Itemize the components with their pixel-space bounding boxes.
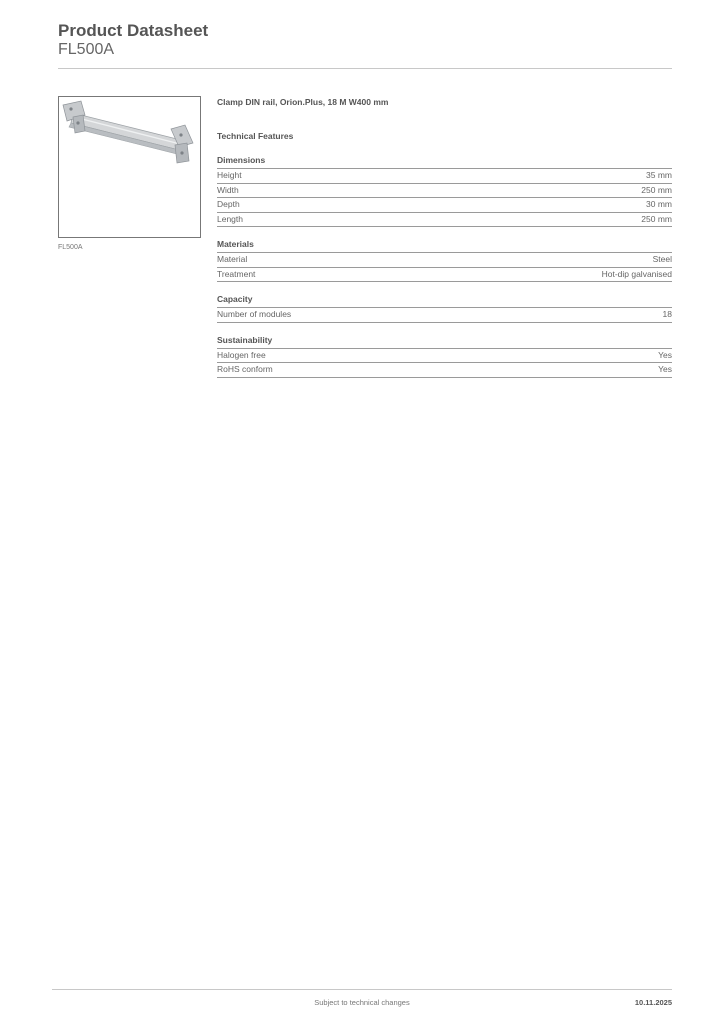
spec-label: Halogen free	[217, 349, 266, 360]
spec-label: RoHS conform	[217, 364, 273, 374]
datasheet-content	[217, 95, 672, 378]
spec-value: 35 mm	[646, 170, 672, 180]
spec-row	[217, 253, 672, 268]
spec-value: Yes	[658, 364, 672, 374]
product-image	[58, 96, 201, 238]
spec-value: Steel	[652, 254, 672, 264]
spec-value: 250 mm	[641, 213, 672, 224]
spec-label: Height	[217, 170, 242, 180]
spec-label: Width	[217, 184, 239, 195]
image-caption: FL500A	[58, 244, 83, 251]
section-capacity	[217, 294, 672, 323]
spec-value: 250 mm	[641, 184, 672, 195]
spec-row	[217, 349, 672, 364]
section-title: Capacity	[217, 294, 672, 308]
footer-note: Subject to technical changes	[314, 998, 410, 1007]
section-title: Materials	[217, 239, 672, 253]
spec-row	[217, 198, 672, 213]
product-code: FL500A	[58, 41, 115, 58]
spec-label: Material	[217, 254, 248, 264]
spec-row	[217, 169, 672, 184]
spec-row	[217, 268, 672, 283]
spec-value: 30 mm	[646, 199, 672, 209]
spec-value: Hot-dip galvanised	[601, 268, 672, 279]
document-title: Product Datasheet	[58, 21, 209, 40]
din-rail-illustration	[59, 97, 200, 237]
spec-value: 18	[662, 309, 672, 319]
section-dimensions	[217, 155, 672, 227]
section-materials	[217, 239, 672, 282]
spec-row	[217, 213, 672, 228]
technical-features-heading: Technical Features	[217, 131, 294, 141]
spec-row	[217, 308, 672, 323]
footer-divider	[52, 989, 672, 990]
section-sustainability	[217, 335, 672, 378]
header-divider	[58, 68, 672, 69]
spec-row	[217, 184, 672, 199]
spec-label: Number of modules	[217, 309, 292, 319]
document-header	[58, 21, 672, 59]
spec-row	[217, 363, 672, 378]
section-title: Sustainability	[217, 335, 672, 349]
spec-value: Yes	[658, 349, 672, 360]
product-description: Clamp DIN rail, Orion.Plus, 18 M W400 mm	[217, 97, 389, 107]
spec-label: Depth	[217, 199, 240, 209]
section-title: Dimensions	[217, 155, 672, 169]
spec-label: Length	[217, 213, 243, 224]
spec-label: Treatment	[217, 268, 256, 279]
footer-date: 10.11.2025	[634, 998, 672, 1007]
